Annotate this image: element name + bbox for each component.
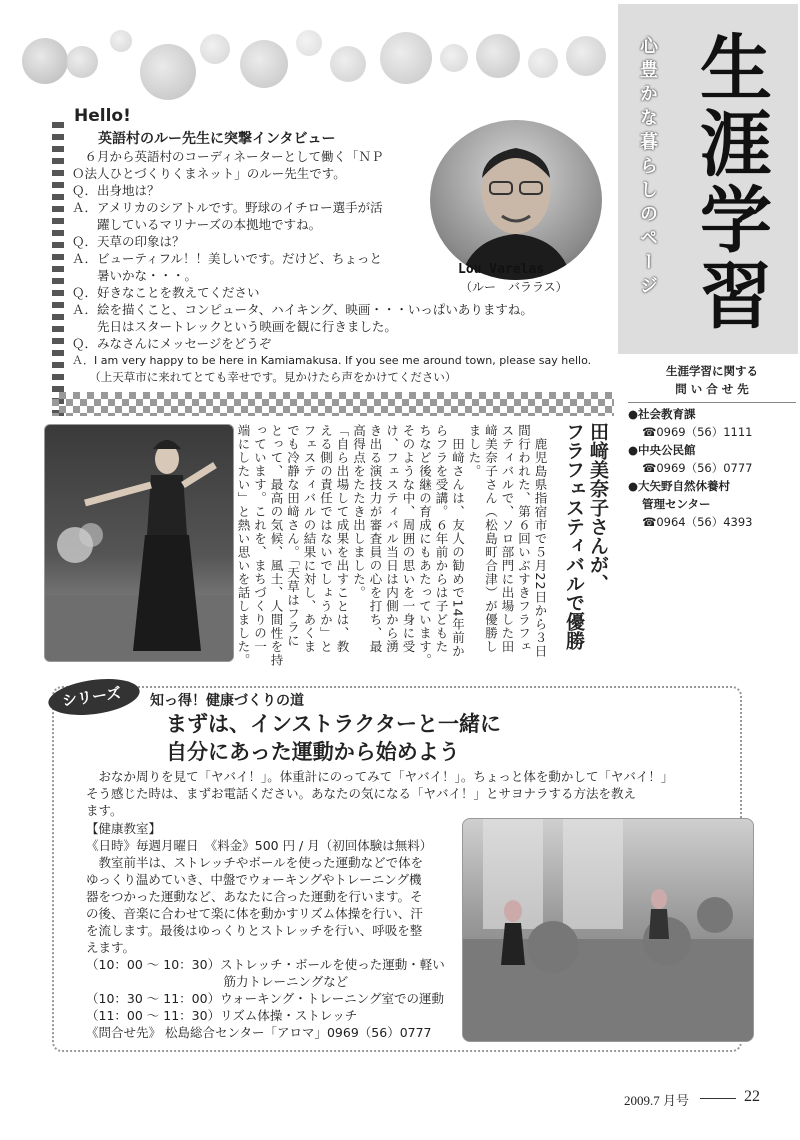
intro-line: おなか周りを見て「ヤバイ！」。体重計にのってみて「ヤバイ！」。ちょっと体を動かして「ヤバイ！」 <box>86 769 674 784</box>
hula-line: える側の責任ではないでしょうか」と <box>318 424 334 654</box>
hula-line: け、フェスティバル当日は内側から湧 <box>384 424 400 654</box>
hula-line: 﨑美奈子さん（松島町合津）が優勝し <box>483 424 499 654</box>
contact-name-2: 管理センター <box>642 497 711 511</box>
interview-line: Ｑ．好きなことを教えてください <box>72 285 260 300</box>
exercise-photo <box>462 818 754 1042</box>
hula-title-line: フラフェスティバルで優勝 <box>563 422 585 650</box>
hula-line: らフラを受講。６年前からは子どもた <box>434 424 449 654</box>
interview-line: Ｑ．天草の印象は？ <box>72 234 185 249</box>
photo-caption-kana: （ルー バララス） <box>460 280 568 294</box>
body-line: （11：00 ～ 11：30）リズム体操・ストレッチ <box>86 1008 358 1023</box>
body-line: （10：00 ～ 10：30）ストレッチ・ボールを使った運動・軽い <box>86 957 445 972</box>
hula-line: でも冷静な田﨑さん。「天草はフラに <box>285 424 301 648</box>
body-line: 筋力トレーニングなど <box>86 974 349 989</box>
interview-line: 躍しているマリナーズの本拠地ですね。 <box>72 217 322 232</box>
series-headline-1: まずは、インストラクターと一緒に <box>166 712 501 736</box>
body-line: （10：30 ～ 11：00）ウォーキング・トレーニング室での運動 <box>86 991 444 1006</box>
sidebar-title: 生涯学習 <box>688 30 772 334</box>
checker-border-bottom <box>52 392 614 416</box>
interview-line: Ｏ法人ひとづくりくまネット」のルー先生です。 <box>72 166 346 181</box>
portrait-photo <box>430 120 602 280</box>
series-intro <box>86 768 673 819</box>
contact-tel: ☎0964（56）4393 <box>642 515 753 529</box>
series-badge: シリーズ <box>61 683 123 711</box>
interview-line: Ｑ．みなさんにメッセージをどうぞ <box>72 336 272 351</box>
contact-panel <box>628 362 796 531</box>
contact-name: ●社会教育課 <box>628 407 696 421</box>
page-number: 22 <box>744 1088 760 1105</box>
footer-rule <box>700 1098 736 1099</box>
hula-title-line: 田﨑美奈子さんが、 <box>587 422 609 593</box>
interview-line: Ａ．I am very happy to be here in Kamiamakusa. If you see me around town, please say hello. <box>72 354 592 367</box>
contact-heading-1: 生涯学習に関する <box>666 364 758 378</box>
body-line: 《問合せ先》 松島総合センター「アロマ」0969（56）0777 <box>86 1025 432 1040</box>
hula-line: 田﨑さんは、友人の勧めで14年前か <box>450 424 466 658</box>
body-line: 教室前半は、ストレッチやボールを使った運動などで体を <box>86 855 424 870</box>
hula-line: 高得点をたたき出しました。 <box>351 424 367 600</box>
interview-line: Ａ．ビューティフル！！美しいです。だけど、ちょっと <box>72 251 383 266</box>
contact-name: ●中央公民館 <box>628 443 696 457</box>
interview-line: Ａ．絵を描くこと、コンピュータ、ハイキング、映画・・・いっぱいありますね。 <box>72 302 533 317</box>
portrait-illustration <box>430 120 602 280</box>
hula-article <box>235 424 549 680</box>
intro-line: そう感じた時は、まずお電話ください。あなたの気になる「ヤバイ！」とサヨナラする方法を教え <box>86 786 637 801</box>
intro-line: ます。 <box>86 803 123 818</box>
interview-line: Ａ．アメリカのシアトルです。野球のイチロー選手が活 <box>72 200 383 215</box>
hula-line: ちなど後継の育成にもあたっています。 <box>417 424 433 667</box>
interview-title: 英語村のルー先生に突撃インタビュー <box>98 131 336 147</box>
hula-line: ました。 <box>467 424 482 478</box>
body-line: えます。 <box>86 940 136 955</box>
hula-line: フェスティバルの結果に対し、あくま <box>302 424 317 654</box>
contact-tel: ☎0969（56）1111 <box>642 425 753 439</box>
series-body <box>86 820 445 1041</box>
body-line: 《日時》毎週月曜日 《料金》500 円 / 月（初回体験は無料） <box>86 838 433 853</box>
exercise-illustration <box>463 819 753 1041</box>
interview-line: 暑いかな・・・。 <box>72 268 198 283</box>
sidebar-subtitle: 心豊かな暮らしのページ <box>637 36 658 300</box>
hula-line: 鹿児島県指宿市で５月22日から３日 <box>533 424 548 658</box>
body-line: を流します。最後はゆっくりとストレッチを行い、呼吸を整 <box>86 923 423 938</box>
body-line: 【健康教室】 <box>86 821 162 836</box>
hula-line: き出る演技力が審査員の心を打ち、最 <box>368 424 383 654</box>
hula-photo <box>44 424 234 662</box>
hula-line: とって、最高の気候、風土、人間性を持 <box>269 424 284 667</box>
interview-line: 先日はスタートレックという映画を観に行きました。 <box>72 319 397 334</box>
contact-heading-2: 問 い 合 せ 先 <box>675 382 749 396</box>
contact-tel: ☎0969（56）0777 <box>642 461 753 475</box>
checker-border-left <box>52 116 64 416</box>
hula-line: 端にしたい」と熱い思いを話しました。 <box>236 424 251 667</box>
hula-line: 「自ら出場して成果を出すことは、教 <box>335 424 350 654</box>
body-line: の後、音楽に合わせて楽に体を動かすリズム体操を行い、汗 <box>86 906 423 921</box>
photo-caption-name: Lou Varelas <box>458 262 545 277</box>
footer-issue: 2009.7 月号 <box>624 1093 690 1108</box>
hula-line: っています。これを、まちづくりの一 <box>252 424 268 654</box>
hello-heading: Hello! <box>74 106 131 126</box>
body-line: ゆっくり温めていき、中盤でウォーキングやトレーニング機 <box>86 872 422 887</box>
series-kicker: 知っ得！健康づくりの道 <box>150 693 304 709</box>
hula-line: 間行われた、第６回いぶすきフラフェ <box>516 424 532 654</box>
hula-dancer-illustration <box>45 425 233 661</box>
hula-line: そのような中、周囲の思いを一身に受 <box>401 424 416 654</box>
interview-line: ６月から英語村のコーディネーターとして働く「ＮＰ <box>72 149 384 164</box>
contact-name: ●大矢野自然休養村 <box>628 479 731 493</box>
body-line: 器をつかった運動など、あなたに合った運動を行います。そ <box>86 889 423 904</box>
hula-line: スティバルで、ソロ部門に出場した田 <box>500 424 515 654</box>
interview-line: Ｑ．出身地は？ <box>72 183 160 198</box>
interview-line: （上天草市に来れてとても幸せです。見かけたら声をかけてください） <box>72 370 457 384</box>
hula-title <box>562 422 610 672</box>
series-headline-2: 自分にあった運動から始めよう <box>166 740 460 764</box>
